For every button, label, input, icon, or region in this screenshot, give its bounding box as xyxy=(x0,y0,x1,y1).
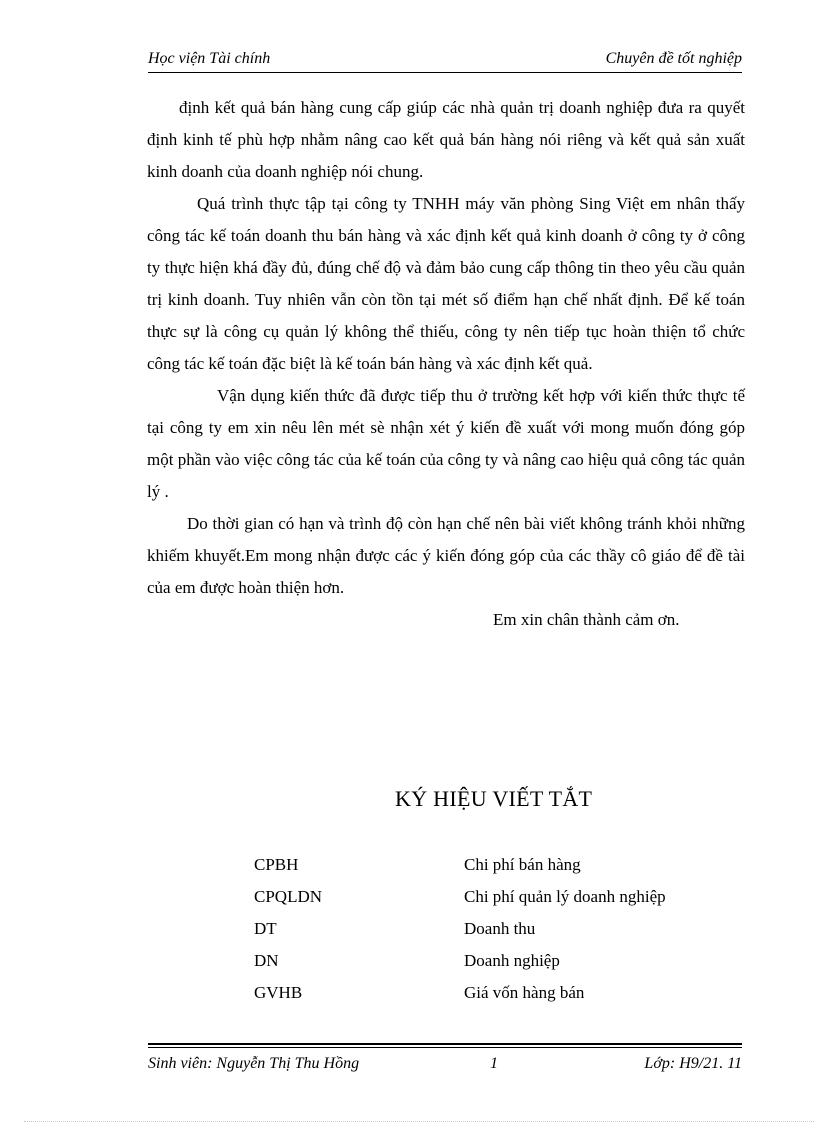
page-number: 1 xyxy=(490,1055,498,1072)
footer-class: Lớp: H9/21. 11 xyxy=(644,1055,742,1072)
abbreviation-code: CPBH xyxy=(254,855,299,874)
footer-divider xyxy=(148,1043,742,1045)
body-text xyxy=(147,92,745,636)
paragraph: Quá trình thực tập tại công ty TNHH máy văn phòng Sing Việt em nhân thấy công tác kế toán doanh thu bán hàng và xác định kết quả kinh doanh ở công ty ở công ty thực hiện khá đầy đủ, đúng chế độ và đảm bảo cung cấp thông tin theo yêu cầu quản trị kinh doanh. Tuy nhiên vẫn còn tồn tại mét số điểm hạn chế nhất định. Để kế toán thực sự là công cụ quản lý không thể thiếu, công ty nên tiếp tục hoàn thiện tổ chức công tác kế toán đặc biệt là kế toán bán hàng và xác định kết quả. xyxy=(147,194,745,373)
abbreviation-row xyxy=(254,983,734,1015)
abbreviation-row xyxy=(254,855,734,887)
paragraph: Do thời gian có hạn và trình độ còn hạn chế nên bài viết không tránh khỏi những khiếm khuyết.Em mong nhận được các ý kiến đóng góp của các thầy cô giáo để đề tài của em được hoàn thiện hơn. xyxy=(147,514,745,597)
page-footer xyxy=(148,1055,742,1079)
abbreviation-meaning: Doanh nghiệp xyxy=(464,951,560,970)
header-institution: Học viện Tài chính xyxy=(148,50,271,67)
abbreviation-row xyxy=(254,887,734,919)
footer-divider xyxy=(148,1047,742,1048)
abbreviation-row xyxy=(254,951,734,983)
paragraph: Vận dụng kiến thức đã được tiếp thu ở trường kết hợp với kiến thức thực tế tại công ty em xin nêu lên mét sè nhận xét ý kiến đề xuất với mong muốn đóng góp một phần vào việc công tác của kế toán của công ty và nâng cao hiệu quả công tác quản lý . xyxy=(147,386,745,501)
abbreviation-meaning: Giá vốn hàng bán xyxy=(464,983,585,1002)
abbreviation-meaning: Doanh thu xyxy=(464,919,536,938)
header-document-type: Chuyên đề tốt nghiệp xyxy=(605,50,742,67)
abbreviation-row xyxy=(254,919,734,951)
paragraph: định kết quả bán hàng cung cấp giúp các nhà quản trị doanh nghiệp đưa ra quyết định kinh tế phù hợp nhằm nâng cao kết quả bán hàng nói riêng và kết quả sản xuất kinh doanh của doanh nghiệp nói chung. xyxy=(147,98,745,181)
abbreviation-code: GVHB xyxy=(254,983,303,1002)
abbreviation-code: DN xyxy=(254,951,279,970)
abbreviation-meaning: Chi phí quản lý doanh nghiệp xyxy=(464,887,666,906)
footer-student: Sinh viên: Nguyễn Thị Thu Hồng xyxy=(148,1055,360,1072)
abbreviation-list xyxy=(254,855,734,1015)
signoff: Em xin chân thành cảm ơn. xyxy=(493,610,680,629)
abbreviation-code: CPQLDN xyxy=(254,887,323,906)
page-edge-divider xyxy=(24,1121,814,1122)
abbreviation-code: DT xyxy=(254,919,277,938)
section-title: KÝ HIỆU VIẾT TẮT xyxy=(395,786,593,811)
page-header xyxy=(148,48,742,73)
abbreviation-meaning: Chi phí bán hàng xyxy=(464,855,581,874)
